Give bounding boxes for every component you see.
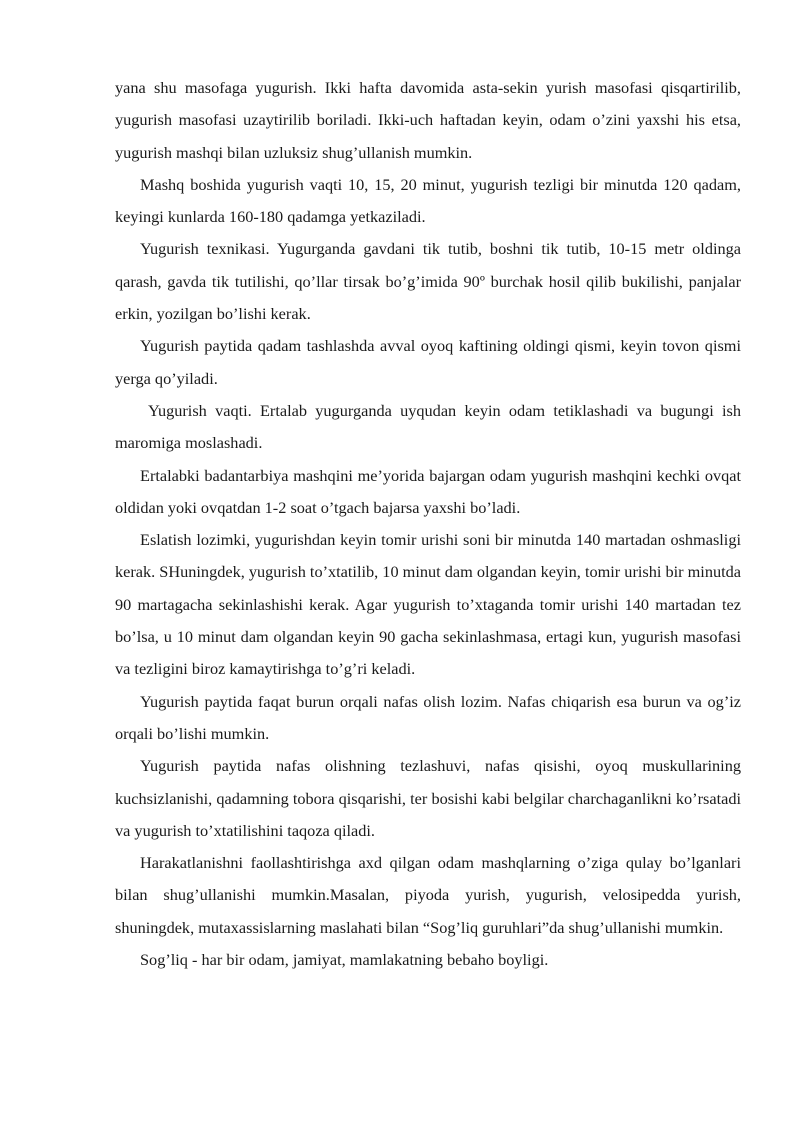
paragraph-2: Mashq boshida yugurish vaqti 10, 15, 20 minut, yugurish tezligi bir minutda 120 qadam, keyingi kunlarda 160-180 qadamga yetkaziladi.: [115, 174, 741, 227]
paragraph-11: Sog’liq - har bir odam, jamiyat, mamlakatning bebaho boyligi.: [140, 950, 549, 970]
paragraph-4: Yugurish paytida qadam tashlashda avval oyoq kaftining oldingi qismi, keyin tovon qismi yerga qo’yiladi.: [115, 336, 741, 388]
paragraph-7: Eslatish lozimki, yugurishdan keyin tomir urishi soni bir minutda 140 martadan oshmasligi kerak. SHuningdek, yugurish to’xtatilib, 10 minut dam olgandan keyin, tomir urishi bir minutda 90 martagacha sekinlashishi kerak. Agar yugurish to’xtaganda tomir urishi 140 martadan tez bo’lsa, u 10 minut dam olgandan keyin 90 gacha sekinlashmasa, ertagi kun, yugurish masofasi va tezligini biroz kamaytirishga to’g’ri keladi.: [115, 530, 741, 679]
paragraph-1: yana shu masofaga yugurish. Ikki hafta davomida asta-sekin yurish masofasi qisqartirilib, yugurish masofasi uzaytirilib boriladi. Ikki-uch haftadan keyin, odam o’zini yaxshi his etsa, yugurish mashqi bilan uzluksiz shug’ullanish mumkin.: [115, 78, 741, 162]
paragraph-6: Ertalabki badantarbiya mashqini me’yorida bajargan odam yugurish mashqini kechki ovqat oldidan yoki ovqatdan 1-2 soat o’tgach bajarsa yaxshi bo’ladi.: [115, 465, 741, 517]
paragraph-9: Yugurish paytida nafas olishning tezlashuvi, nafas qisishi, oyoq muskullarining kuchsizlanishi, qadamning tobora qisqarishi, ter bosishi kabi belgilar charchaganlikni ko’rsatadi va yugurish to’xtatilishini taqoza qiladi.: [115, 756, 741, 840]
paragraph-8: Yugurish paytida faqat burun orqali nafas olish lozim. Nafas chiqarish esa burun va og’iz orqali bo’lishi mumkin.: [115, 691, 741, 743]
paragraph-10: Harakatlanishni faollashtirishga axd qilgan odam mashqlarning o’ziga qulay bo’lganlari bilan shug’ullanishi mumkin.Masalan, piyoda yurish, yugurish, velosipedda yurish, shuningdek, mutaxassislarning maslahati bilan “Sog’liq guruhlari”da shug’ullanishi mumkin.: [115, 853, 741, 937]
paragraph-3: Yugurish texnikasi. Yugurganda gavdani tik tutib, boshni tik tutib, 10-15 metr oldinga qarash, gavda tik tutilishi, qo’llar tirsak bo’g’imida 90º burchak hosil qilib bukilishi, panjalar erkin, yozilgan bo’lishi kerak.: [115, 239, 741, 324]
document-body: [115, 72, 741, 976]
paragraph-5: Yugurish vaqti. Ertalab yugurganda uyqudan keyin odam tetiklashadi va bugungi ish maromiga moslashadi.: [115, 400, 741, 453]
